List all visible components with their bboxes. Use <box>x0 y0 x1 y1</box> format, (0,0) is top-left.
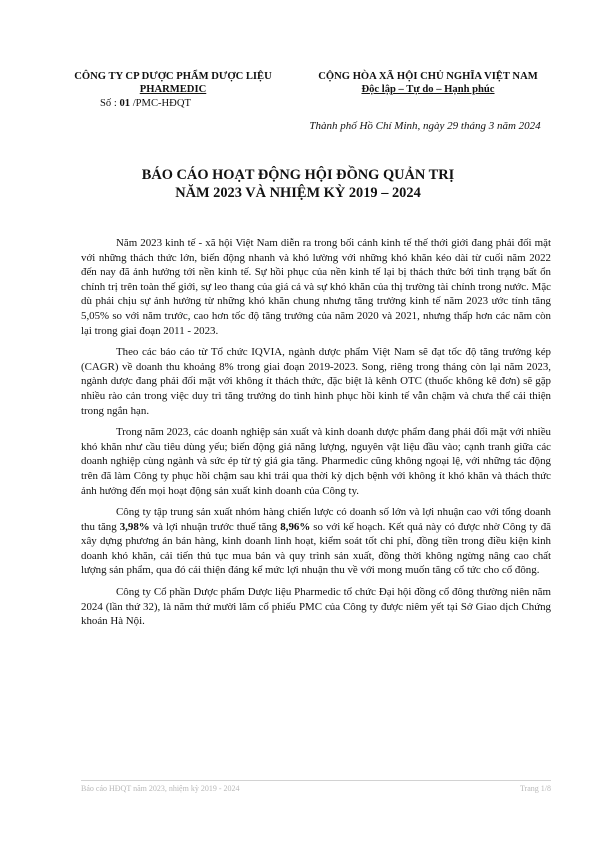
footer-divider <box>81 780 551 781</box>
title-line1: BÁO CÁO HOẠT ĐỘNG HỘI ĐỒNG QUẢN TRỊ <box>141 167 455 183</box>
company-name-line2: PHARMEDIC <box>139 84 207 95</box>
country-name: CỘNG HÒA XÃ HỘI CHỦ NGHĨA VIỆT NAM <box>318 71 538 82</box>
document-body <box>81 236 551 636</box>
paragraph-4-text-a: Công ty tập trung sản xuất nhóm hàng chiến lược có doanh số lớn và lợi nhuận cao với tổng doanh thu tăng <box>81 506 551 533</box>
profit-growth-value: 8,96% <box>280 520 311 533</box>
company-header <box>58 70 288 96</box>
national-motto: Độc lập – Tự do – Hạnh phúc <box>361 84 495 95</box>
document-date: Thành phố Hồ Chí Minh, ngày 29 tháng 3 năm 2024 <box>309 120 541 132</box>
paragraph-2: Theo các báo cáo từ Tổ chức IQVIA, ngành dược phẩm Việt Nam sẽ đạt tốc độ tăng trưởng kép (CAGR) về doanh thu khoảng 8% trong giai đoạn 2019-2023. Song, riêng trong tháng còn lại năm 2023, ngành dược đang phải đối mặt với không ít thách thức, đặc biệt là kênh OTC (thuốc không kê đơn) sẽ gặp nhiều rào cản trong việc duy trì tăng trưởng do tình hình phục hồi kinh tế vẫn chậm và chưa thể cải thiện trong ngắn hạn. <box>81 346 551 417</box>
paragraph-4 <box>81 505 551 578</box>
title-line2: NĂM 2023 VÀ NHIỆM KỲ 2019 – 2024 <box>175 185 421 201</box>
national-header <box>293 70 563 96</box>
paragraph-5: Công ty Cổ phần Dược phẩm Dược liệu Pharmedic tổ chức Đại hội đồng cổ đông thường niên năm 2024 (lần thứ 32), là năm thứ mười lăm cổ phiếu PMC của Công ty được niêm yết tại Sở Giao dịch Chứng khoán Hà Nội. <box>81 586 551 628</box>
document-title <box>58 166 538 202</box>
paragraph-3: Trong năm 2023, các doanh nghiệp sản xuất và kinh doanh dược phẩm đang phải đối mặt với nhiều khó khăn như cầu tiêu dùng yếu; biến động giá năng lượng, nguyên vật liệu đầu vào; cạnh tranh giữa các doanh nghiệp cùng ngành và sức ép từ tỷ giá gia tăng. Pharmedic cũng không ngoại lệ, với những tác động trên đã làm Công ty phục hồi chậm sau khi trải qua thời kỳ dịch bệnh với không ít khó khăn và thách thức ảnh hưởng đến mọi hoạt động sản xuất kinh doanh của Công ty. <box>81 426 551 497</box>
paragraph-4-text-e: so với kế hoạch. Kết quả này có được nhờ Công ty đã xây dựng phương án bán hàng, kinh doanh linh hoạt, kiểm soát tốt chi phí, đồng tiền trong điều kiện kinh doanh khó khăn, cải tiến thủ tục mua bán và quy trình sản xuất, đồng thời không ngừng nâng cao chất lượng sản phẩm, qua đó cải thiện đáng kể mức lợi nhuận thu về với mong muốn tăng cổ tức cho cổ đông. <box>81 520 551 577</box>
company-name-line1: CÔNG TY CP DƯỢC PHẨM DƯỢC LIỆU <box>74 71 272 82</box>
paragraph-1: Năm 2023 kinh tế - xã hội Việt Nam diễn ra trong bối cảnh kinh tế thế thới giới đang phải đối mặt với những thách thức lớn, biến động nhanh và khó lường với những khó khăn kéo dài từ cuối năm 2022 đến nay đã ảnh hưởng tới nền kinh tế. Sự hồi phục của nền kinh tế lại bị thách thức bởi tình trạng bất ổn chính trị trên toàn thế giới, sự leo thang của giá cả và sự khó khăn của thị trường tài chính trong nước. Mặc dù phải chịu sự ảnh hưởng từ những khó khăn chung nhưng tăng trưởng kinh tế năm 2023 ước tính tăng 5,05% so với năm trước, cao hơn tốc độ tăng trưởng của năm 2020 và 2021, nhưng thấp hơn các năm còn lại trong giai đoạn 2011 - 2023. <box>81 237 551 337</box>
doc-no-label: Số : <box>100 98 117 109</box>
document-number <box>100 98 191 109</box>
doc-no-value: 01 <box>119 98 131 109</box>
revenue-growth-value: 3,98% <box>119 520 150 533</box>
footer-report-name: Báo cáo HĐQT năm 2023, nhiệm kỳ 2019 - 2024 <box>81 784 240 793</box>
doc-no-suffix: /PMC-HĐQT <box>132 98 191 109</box>
footer-page-number: Trang 1/8 <box>519 784 551 793</box>
paragraph-4-text-c: và lợi nhuận trước thuế tăng <box>149 520 281 533</box>
